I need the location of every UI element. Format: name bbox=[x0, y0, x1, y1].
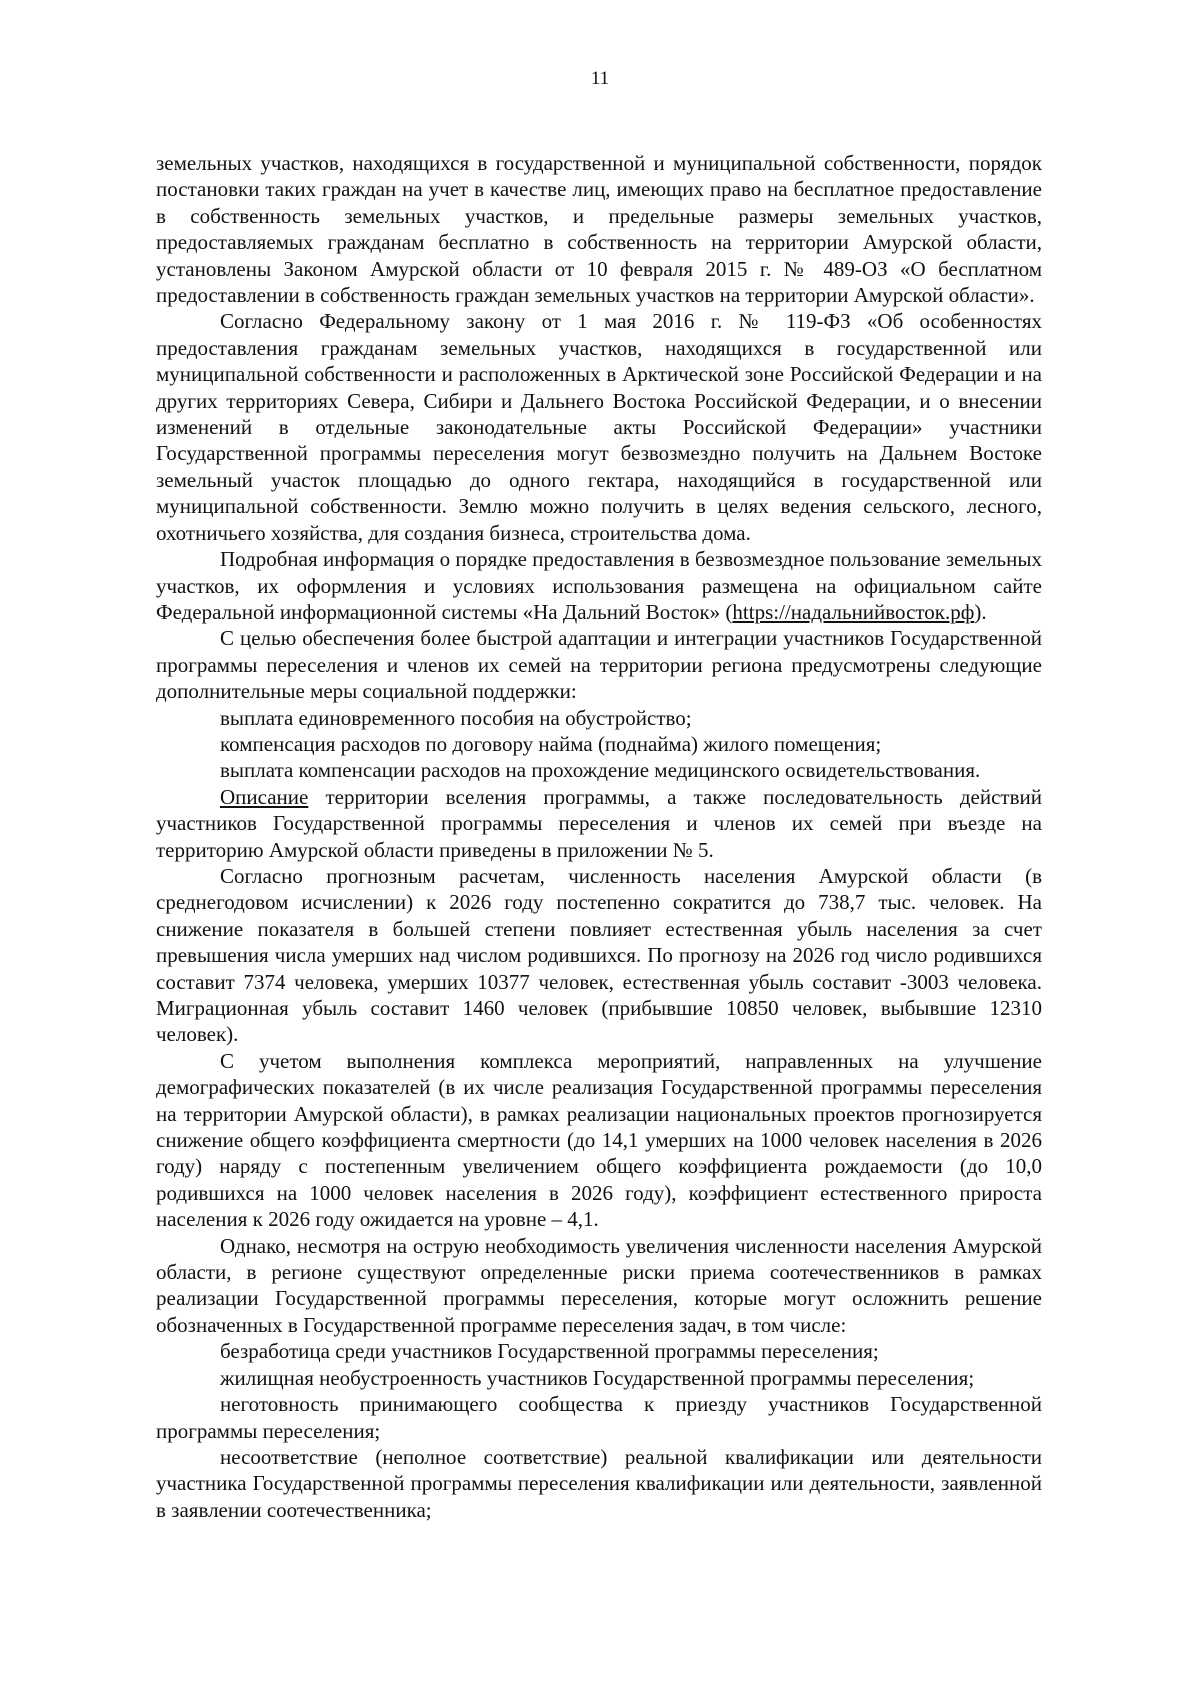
paragraph-info-site bbox=[156, 546, 1042, 625]
paragraph-territory-description-text: территории вселения программы, а также последовательность действий участников Государственной программы переселения и членов их семей при въезде на территорию Амурской области приведены в приложении № 5. bbox=[156, 784, 1042, 862]
paragraph-territory-description bbox=[156, 784, 1042, 863]
list-item-housing: жилищная необустроенность участников Государственной программы переселения; bbox=[220, 1365, 975, 1390]
paragraph-risks: Однако, несмотря на острую необходимость увеличения численности населения Амурской области, в регионе существуют определенные риски приема соотечественников в рамках реализации Государственной программы переселения, которые могут осложнить решение обозначенных в Государственной программе переселения задач, в том числе: bbox=[156, 1233, 1042, 1337]
list-item-allowance: выплата единовременного пособия на обустройство; bbox=[220, 705, 692, 730]
list-item-rent-compensation: компенсация расходов по договору найма (поднайма) жилого помещения; bbox=[220, 731, 882, 756]
website-link[interactable]: https://надальнийвосток.рф bbox=[732, 599, 975, 624]
paragraph-population-forecast: Согласно прогнозным расчетам, численность населения Амурской области (в среднегодовом исчислении) к 2026 году постепенно сократится до 738,7 тыс. человек. На снижение показателя в большей степени повлияет естественная убыль населения за счет превышения числа умерших над числом родившихся. По прогнозу на 2026 год число родившихся составит 7374 человека, умерших 10377 человек, естественная убыль составит -3003 человека. Миграционная убыль составит 1460 человек (прибывшие 10850 человек, выбывшие 12310 человек). bbox=[156, 863, 1042, 1047]
list-item-community-readiness: неготовность принимающего сообщества к приезду участников Государственной программы переселения; bbox=[156, 1392, 1042, 1443]
paragraph-info-site-text: Подробная информация о порядке предоставления в безвозмездное пользование земельных участков, их оформления и условиях использования размещена на официальном сайте Федеральной информационной системы «На Дальний Восток» ( bbox=[156, 547, 1042, 624]
paragraph-support-measures: С целью обеспечения более быстрой адаптации и интеграции участников Государственной программы переселения и членов их семей на территории региона предусмотрены следующие дополнительные меры социальной поддержки: bbox=[156, 626, 1042, 704]
list-item-qualification-mismatch: несоответствие (неполное соответствие) реальной квалификации или деятельности участника Государственной программы переселения квалификации или деятельности, заявленной в заявлении соотечественника; bbox=[156, 1444, 1042, 1522]
document-body bbox=[156, 150, 1042, 1523]
paragraph-info-site-end: ). bbox=[974, 599, 987, 624]
list-item-medical-compensation: выплата компенсации расходов на прохождение медицинского освидетельствования. bbox=[220, 758, 981, 783]
underlined-term: Описание bbox=[220, 784, 309, 809]
page-number: 11 bbox=[590, 68, 610, 89]
list-item-unemployment: безработица среди участников Государственной программы переселения; bbox=[220, 1339, 879, 1364]
paragraph-federal-law: Согласно Федеральному закону от 1 мая 2016 г. № 119-ФЗ «Об особенностях предоставления гражданам земельных участков, находящихся в государственной или муниципальной собственности и расположенных в Арктической зоне Российской Федерации и на других территориях Севера, Сибири и Дальнего Востока Российской Федерации, и о внесении изменений в отдельные законодательные акты Российской Федерации» участники Государственной программы переселения могут безвозмездно получить на Дальнем Востоке земельный участок площадью до одного гектара, находящийся в государственной или муниципальной собственности. Землю можно получить в целях ведения сельского, лесного, охотничьего хозяйства, для создания бизнеса, строительства дома. bbox=[156, 309, 1042, 545]
paragraph-demographic-measures: С учетом выполнения комплекса мероприятий, направленных на улучшение демографических показателей (в их числе реализация Государственной программы переселения на территории Амурской области), в рамках реализации национальных проектов прогнозируется снижение общего коэффициента смертности (до 14,1 умерших на 1000 человек населения в 2026 году) наряду с постепенным увеличением общего коэффициента рождаемости (до 10,0 родившихся на 1000 человек населения в 2026 году), коэффициент естественного прироста населения к 2026 году ожидается на уровне – 4,1. bbox=[156, 1048, 1042, 1232]
paragraph-land-law: земельных участков, находящихся в государственной и муниципальной собственности, порядок постановки таких граждан на учет в качестве лиц, имеющих право на бесплатное предоставление в собственность земельных участков, и предельные размеры земельных участков, предоставляемых гражданам бесплатно в собственность на территории Амурской области, установлены Законом Амурской области от 10 февраля 2015 г. № 489-ОЗ «О бесплатном предоставлении в собственность граждан земельных участков на территории Амурской области». bbox=[156, 151, 1042, 308]
